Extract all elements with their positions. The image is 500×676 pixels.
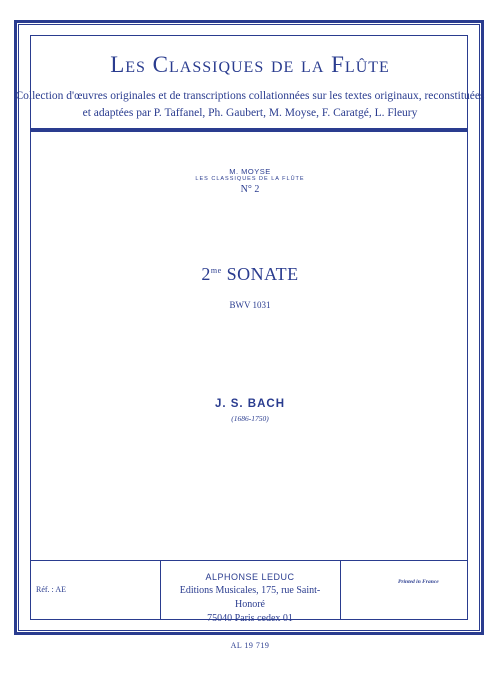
collection-description-line-2: et adaptées par P. Taffanel, Ph. Gaubert, M. Moyse, F. Caratgé, L. Fleury (82, 107, 418, 119)
series-title: Les Classiques de la Flûte (110, 52, 390, 77)
publisher-name: ALPHONSE LEDUC (205, 572, 295, 582)
reference-code: Réf. : AE (36, 585, 66, 594)
printed-in-label: Printed in France (398, 579, 439, 585)
composer-dates: (1686-1750) (231, 414, 269, 423)
plate-number: AL 19 719 (230, 641, 270, 650)
publisher-block (170, 570, 330, 626)
work-ordinal-suffix: me (210, 266, 222, 275)
volume-number: N° 2 (240, 184, 260, 195)
header-divider (30, 128, 468, 132)
subseries-name: LES CLASSIQUES DE LA FLÛTE (195, 176, 305, 182)
work-title (0, 264, 500, 285)
footer-divider-left (160, 560, 161, 620)
composer-name: J. S. BACH (214, 398, 286, 410)
editor-name: M. MOYSE (229, 167, 271, 176)
work-ordinal: 2 (201, 264, 211, 284)
collection-description-line-1: Collection d'œuvres originales et de transcriptions collationnées sur les textes originaux, reconstituées (15, 90, 485, 102)
publisher-city: 75040 Paris cedex 01 (207, 613, 293, 624)
footer-divider (30, 560, 468, 561)
work-title-text: SONATE (221, 264, 299, 284)
catalog-number: BWV 1031 (229, 300, 271, 310)
content-border (30, 35, 468, 620)
publisher-address: Editions Musicales, 175, rue Saint-Honoré (179, 585, 321, 610)
footer-divider-right (340, 560, 341, 620)
